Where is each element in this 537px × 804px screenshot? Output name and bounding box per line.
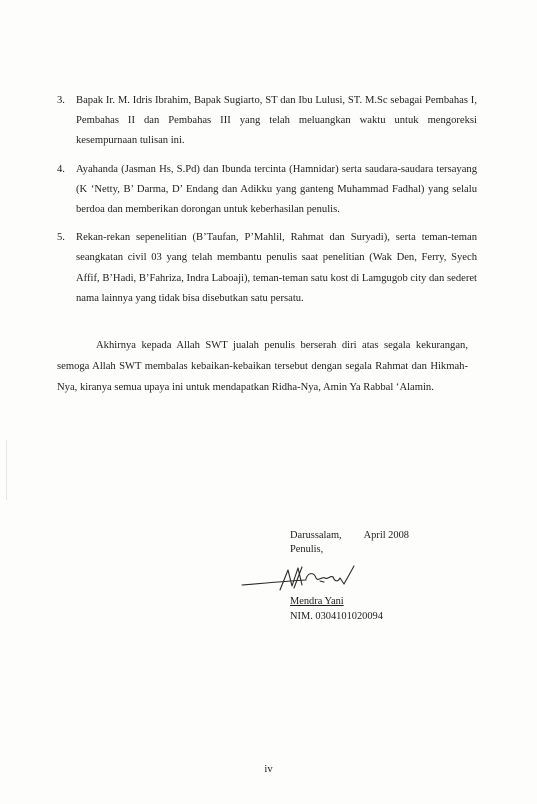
list-item-text: Ayahanda (Jasman Hs, S.Pd) dan Ibunda tercinta (Hamnidar) serta saudara-saudara tersayang (K ‘Netty, B’ Darma, D’ Endang dan Adikku yang ganteng Muhammad Fadhal) yang selalu berdoa dan memberikan dorongan untuk keberhasilan penulis. bbox=[76, 163, 477, 216]
student-id: NIM. 0304101020094 bbox=[290, 611, 383, 622]
signatory-name: Mendra Yani bbox=[290, 596, 344, 607]
list-item bbox=[57, 228, 477, 309]
author-role: Penulis, bbox=[290, 544, 324, 555]
closing-paragraph: Akhirnya kepada Allah SWT jualah penulis berserah diri atas segala kekurangan, semoga Allah SWT membalas kebaikan-kebaikan tersebut dengan segala Rahmat dan Hikmah-Nya, kiranya semua upaya ini untuk mendapatkan Ridha-Nya, Amin Ya Rabbal ‘Alamin. bbox=[57, 340, 468, 393]
page-number: iv bbox=[264, 764, 273, 775]
scan-edge-mark bbox=[6, 440, 7, 500]
list-item bbox=[57, 91, 477, 152]
list-item-number: 5. bbox=[57, 232, 65, 244]
list-item-number: 3. bbox=[57, 95, 65, 106]
place-date bbox=[290, 529, 490, 543]
date: April 2008 bbox=[363, 530, 409, 541]
list-item bbox=[57, 160, 477, 221]
list-item-text: Rekan-rekan sepenelitian (B’Taufan, P’Mahlil, Rahmat dan Suryadi), serta teman-teman seangkatan civil 03 yang telah membantu penulis saat penelitian (Wak Den, Ferry, Syech Affif, B’Hadi, B’Fahriza, Indra Laboaji), teman-teman satu kost di Lamgugob city dan sederet nama lainnya yang tidak bisa disebutkan satu persatu. bbox=[76, 232, 477, 304]
list-item-text: Bapak Ir. M. Idris Ibrahim, Bapak Sugiarto, ST dan Ibu Lulusi, ST. M.Sc sebagai Pembahas I, Pembahas II dan Pembahas III yang telah meluangkan waktu untuk mengoreksi kesempurnaan tulisan ini. bbox=[76, 95, 477, 147]
signature-block bbox=[290, 529, 490, 557]
acknowledgement-list bbox=[57, 91, 477, 317]
place: Darussalam, bbox=[290, 530, 342, 541]
handwritten-signature bbox=[236, 558, 366, 598]
list-item-number: 4. bbox=[57, 163, 65, 175]
